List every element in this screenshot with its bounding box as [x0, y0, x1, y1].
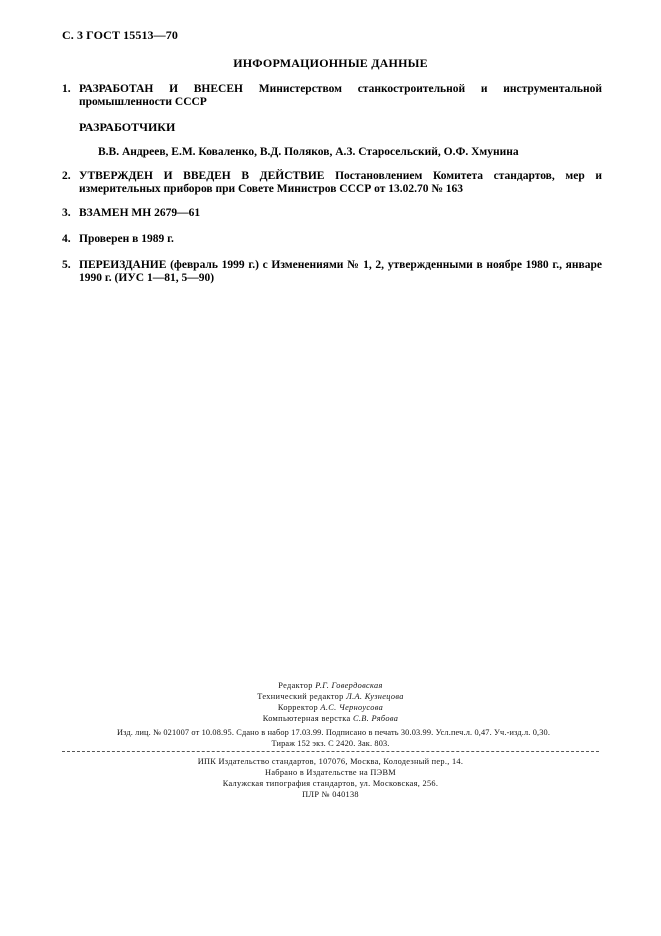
info-item-text: УТВЕРЖДЕН И ВВЕДЕН В ДЕЙСТВИЕ Постановлением Комитета стандартов, мер и измерительных приборов при Совете Министров СССР от 13.02.70 № 163 — [79, 170, 602, 195]
staff-role: Корректор — [277, 703, 318, 712]
publication-line: Тираж 152 экз. С 2420. Зак. 803. — [271, 739, 390, 748]
info-item-3 — [62, 207, 602, 220]
info-item-number: 5. — [62, 259, 71, 271]
info-item-text: ВЗАМЕН МН 2679—61 — [79, 207, 201, 219]
staff-role: Технический редактор — [257, 692, 344, 701]
imprint-staff — [0, 680, 661, 724]
info-item-number: 1. — [62, 83, 71, 95]
section-title: ИНФОРМАЦИОННЫЕ ДАННЫЕ — [233, 56, 428, 70]
staff-proofreader — [0, 702, 661, 713]
staff-name: Л.А. Кузнецова — [346, 692, 404, 701]
info-item-text: РАЗРАБОТАН И ВНЕСЕН Министерством станкостроительной и инструментальной промышленности СССР — [79, 83, 602, 108]
staff-typesetter — [0, 713, 661, 724]
printer-line: Калужская типография стандартов, ул. Московская, 256. — [222, 779, 439, 788]
info-item-4 — [62, 233, 602, 246]
staff-name: А.С. Черноусова — [320, 703, 384, 712]
staff-name: С.В. Рябова — [352, 714, 399, 723]
dashed-divider — [62, 751, 599, 752]
staff-role: Компьютерная верстка — [262, 714, 351, 723]
staff-technical-editor — [0, 691, 661, 702]
staff-name: Р.Г. Говердовская — [315, 681, 383, 690]
imprint-printers — [0, 756, 661, 800]
imprint-publication-details — [0, 727, 661, 749]
info-item-number: 4. — [62, 233, 71, 245]
info-item-1 — [62, 83, 602, 109]
developers-heading: РАЗРАБОТЧИКИ — [79, 120, 176, 134]
info-item-2 — [62, 170, 602, 196]
info-item-number: 2. — [62, 170, 71, 182]
page-header: С. 3 ГОСТ 15513—70 — [62, 28, 178, 42]
staff-editor — [0, 680, 661, 691]
staff-role: Редактор — [278, 681, 313, 690]
publication-line: Изд. лиц. № 021007 от 10.08.95. Сдано в набор 17.03.99. Подписано в печать 30.03.99. Усл.печ.л. 0,47. Уч.-изд.л. 0,30. — [116, 728, 551, 737]
printer-line: ПЛР № 040138 — [302, 790, 359, 799]
printer-line: ИПК Издательство стандартов, 107076, Москва, Колодезный пер., 14. — [197, 757, 464, 766]
info-item-5 — [62, 259, 602, 285]
developers-list: В.В. Андреев, Е.М. Коваленко, В.Д. Поляков, А.З. Старосельский, О.Ф. Хмунина — [98, 146, 519, 158]
info-item-text: ПЕРЕИЗДАНИЕ (февраль 1999 г.) с Изменениями № 1, 2, утвержденными в ноябре 1980 г., январе 1990 г. (ИУС 1—81, 5—90) — [79, 259, 602, 284]
info-item-number: 3. — [62, 207, 71, 219]
info-item-text: Проверен в 1989 г. — [79, 233, 174, 245]
printer-line: Набрано в Издательстве на ПЭВМ — [265, 768, 396, 777]
